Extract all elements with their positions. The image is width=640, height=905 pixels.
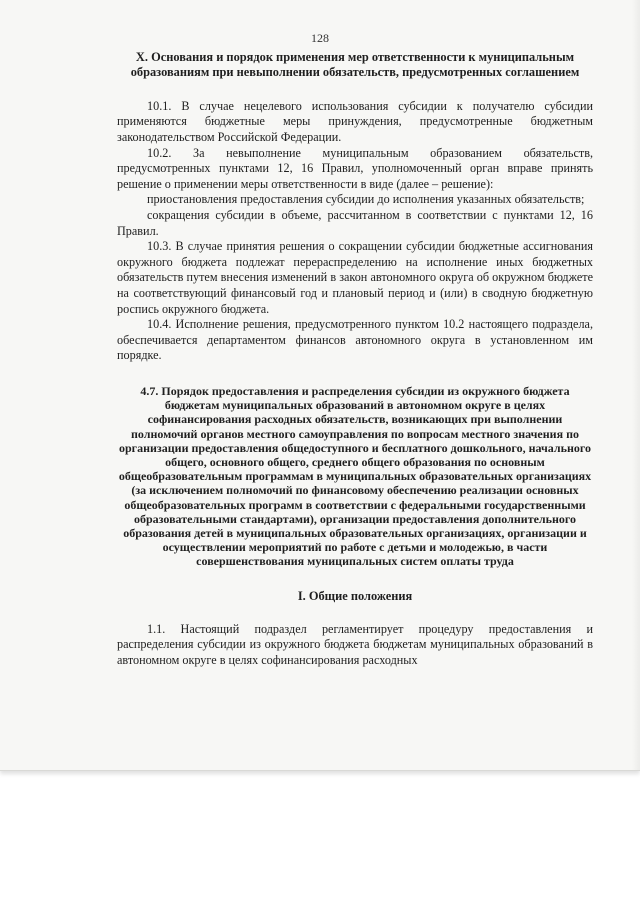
page-content xyxy=(117,50,593,668)
page-number: 128 xyxy=(311,31,329,45)
section-4-7-title: 4.7. Порядок предоставления и распределения субсидии из окружного бюджета бюджетам муниципальных образований в автономном округе в целях софинансирования расходных обязательств, возникающих при выполнении полномочий органов местного самоуправления по вопросам местного значения по организации предоставления общедоступного и бесплатного дошкольного, начального общего, основного общего, среднего общего образования по основным общеобразовательным программам в муниципальных образовательных организациях (за исключением полномочий по финансовому обеспечению реализации основных общеобразовательных программ в соответствии с федеральными государственными образовательными стандартами), организации предоставления дополнительного образования детей в муниципальных образовательных организациях, организации и осуществлении мероприятий по работе с детьми и молодежью, в части совершенствования муниципальных систем оплаты труда xyxy=(118,383,592,569)
paragraph-10-2: 10.2. За невыполнение муниципальным образованием обязательств, предусмотренных пунктами 12, 16 Правил, уполномоченный орган вправе принять решение о применении меры ответственности в виде (далее – решение): xyxy=(117,145,593,191)
paragraph-suspension: приостановления предоставления субсидии до исполнения указанных обязательств; xyxy=(147,192,585,207)
paragraph-reduction: сокращения субсидии в объеме, рассчитанном в соответствии с пунктами 12, 16 Правил. xyxy=(117,207,593,238)
paragraph-1-1: 1.1. Настоящий подраздел регламентирует процедуру предоставления и распределения субсидии из окружного бюджета бюджетам муниципальных образований в автономном округе в целях софинансирования расходных xyxy=(117,621,593,667)
paragraph-10-4: 10.4. Исполнение решения, предусмотренного пунктом 10.2 настоящего подраздела, обеспечивается департаментом финансов автономного округа в установленном им порядке. xyxy=(117,317,593,363)
section-x-title: X. Основания и порядок применения мер ответственности к муниципальным образованиям при невыполнении обязательств, предусмотренных соглашением xyxy=(130,50,580,80)
paragraph-10-1: 10.1. В случае нецелевого использования субсидии к получателю субсидии применяются бюджетные меры принуждения, предусмотренные бюджетным законодательством Российской Федерации. xyxy=(117,98,593,144)
section-i-title: I. Общие положения xyxy=(297,588,413,603)
paragraph-10-3: 10.3. В случае принятия решения о сокращении субсидии бюджетные ассигнования окружного бюджета подлежат перераспределению на исполнение иных бюджетных обязательств путем внесения изменений в закон автономного округа об окружном бюджете на соответствующий финансовый год и плановый период и (или) в сводную бюджетную роспись окружного бюджета. xyxy=(117,239,593,316)
page-edge-shadow xyxy=(632,0,640,770)
